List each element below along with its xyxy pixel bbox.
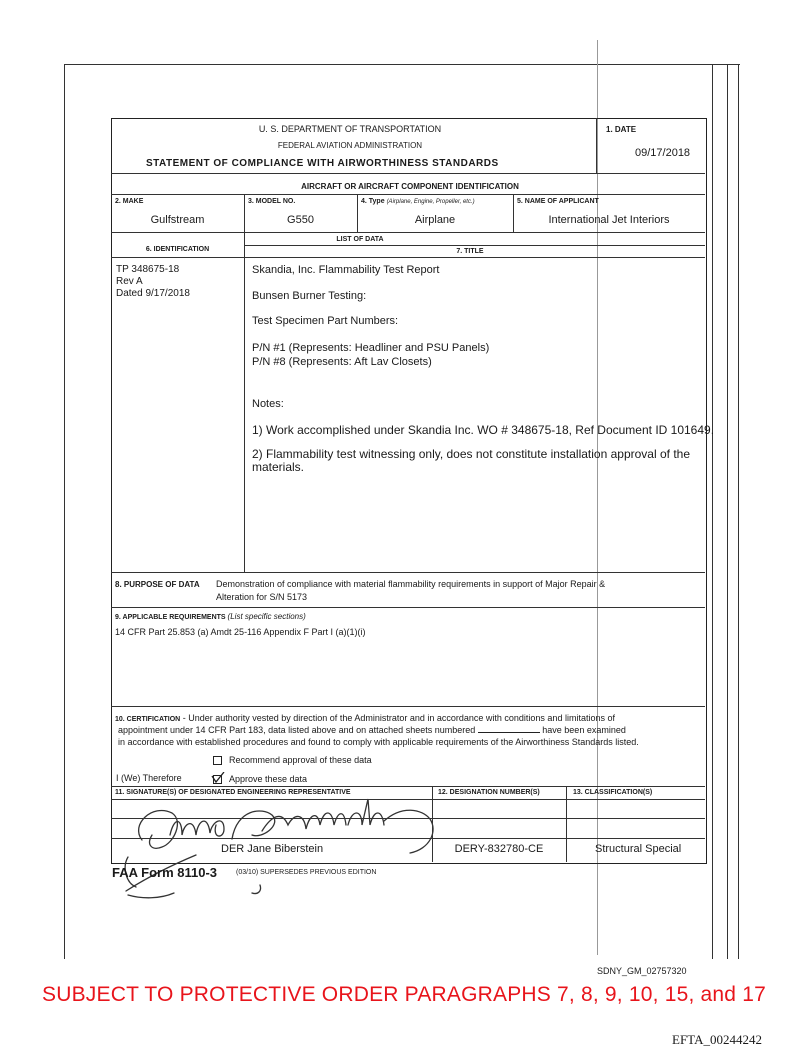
list-header-bottom-line — [111, 257, 705, 258]
agency-line-2: FEDERAL AVIATION ADMINISTRATION — [277, 141, 423, 150]
title-line-report: Skandia, Inc. Flammability Test Report — [252, 264, 440, 276]
date-value: 09/17/2018 — [635, 147, 691, 159]
classification-value: Structural Special — [595, 843, 682, 855]
page-top-edge — [64, 64, 740, 65]
identification-line-1: TP 348675-18 — [116, 264, 180, 275]
requirements-bottom-line — [111, 706, 705, 707]
model-divider — [357, 194, 358, 232]
list-column-divider — [244, 232, 245, 572]
header-bottom-line — [111, 173, 705, 174]
title-line-pn1: P/N #1 (Represents: Headliner and PSU Panels) — [252, 342, 490, 354]
page-left-edge — [64, 64, 65, 959]
form-outer-box — [111, 118, 707, 864]
list-bottom-line — [111, 572, 705, 573]
certification-line-1 — [115, 713, 615, 723]
identification-line-2: Rev A — [116, 276, 143, 287]
certification-line-2 — [118, 725, 626, 735]
purpose-line-2: Alteration for S/N 5173 — [216, 592, 308, 602]
certification-text-2a: appointment under 14 CFR Part 183, data listed above and on attached sheets numbered — [118, 725, 476, 735]
agency-line-1: U. S. DEPARTMENT OF TRANSPORTATION — [258, 124, 442, 134]
applicant-label: 5. NAME OF APPLICANT — [517, 198, 599, 205]
requirements-hint: (List specific sections) — [227, 612, 306, 621]
purpose-label: 8. PURPOSE OF DATA — [115, 580, 200, 589]
title-line-pn8: P/N #8 (Represents: Aft Lav Closets) — [252, 356, 432, 368]
sheets-blank[interactable] — [478, 732, 540, 733]
date-label: 1. DATE — [606, 125, 637, 134]
form-number: FAA Form 8110-3 — [112, 865, 218, 880]
requirements-label-wrap — [115, 612, 306, 621]
classification-label: 13. CLASSIFICATION(S) — [573, 789, 653, 796]
purpose-line-1: Demonstration of compliance with material flammability requirements in support of Major Repair & — [216, 579, 606, 589]
type-label-wrap — [361, 198, 475, 205]
identification-line-3: Dated 9/17/2018 — [116, 288, 190, 299]
protective-order-notice: SUBJECT TO PROTECTIVE ORDER PARAGRAPHS 7, 8, 9, 10, 15, and 17 — [42, 983, 766, 1006]
model-value: G550 — [287, 214, 314, 226]
type-hint: (Airplane, Engine, Propeller, etc.) — [386, 199, 475, 205]
recommend-label: Recommend approval of these data — [229, 755, 372, 765]
certification-line-3: in accordance with established procedures and found to comply with applicable requirements of the Airworthiness Standards listed. — [118, 737, 639, 747]
make-label: 2. MAKE — [115, 198, 144, 205]
certification-bottom-line — [111, 786, 705, 787]
identification-title: AIRCRAFT OR AIRCRAFT COMPONENT IDENTIFICATION — [301, 182, 519, 191]
title-line-note-1: 1) Work accomplished under Skandia Inc. WO # 348675-18, Ref Document ID 101649. — [252, 423, 715, 437]
certification-label: 10. CERTIFICATION — [115, 716, 181, 723]
efta-number: EFTA_00244242 — [672, 1032, 762, 1047]
title-line-note-2: 2) Flammability test witnessing only, does not constitute installation approval of the — [252, 447, 690, 461]
form-title: STATEMENT OF COMPLIANCE WITH AIRWORTHINESS STANDARDS — [146, 158, 499, 169]
type-divider — [513, 194, 514, 232]
model-label: 3. MODEL NO. — [248, 198, 296, 205]
identification-col-label: 6. IDENTIFICATION — [145, 246, 210, 253]
approve-checkbox[interactable] — [213, 775, 222, 784]
list-of-data-title: LIST OF DATA — [336, 236, 384, 243]
make-divider — [244, 194, 245, 232]
identification-bottom-line — [111, 232, 705, 233]
title-col-label: 7. TITLE — [456, 248, 484, 255]
title-line-bunsen: Bunsen Burner Testing: — [252, 290, 367, 302]
page-right-edge-1 — [712, 64, 713, 959]
list-of-data-line — [244, 245, 705, 246]
make-value: Gulfstream — [150, 214, 205, 226]
designation-label: 12. DESIGNATION NUMBER(S) — [438, 789, 540, 796]
certification-text-1: - Under authority vested by direction of the Administrator and in accordance with conditions and limitations of — [182, 713, 615, 723]
signature-label: 11. SIGNATURE(S) OF DESIGNATED ENGINEERING REPRESENTATIVE — [115, 789, 351, 796]
checkmark-icon — [211, 772, 225, 784]
recommend-checkbox[interactable] — [213, 756, 222, 765]
date-divider — [596, 118, 597, 173]
requirements-label: 9. APPLICABLE REQUIREMENTS — [115, 614, 226, 621]
identification-title-line — [111, 194, 705, 195]
approve-label: Approve these data — [229, 774, 308, 784]
therefore-label: I (We) Therefore — [116, 773, 182, 783]
designation-value: DERY-832780-CE — [454, 843, 544, 855]
applicant-value: International Jet Interiors — [548, 214, 670, 226]
page-right-edge-3 — [738, 64, 739, 959]
edition-note: (03/10) SUPERSEDES PREVIOUS EDITION — [236, 869, 377, 876]
title-line-specimen: Test Specimen Part Numbers: — [252, 315, 399, 327]
requirements-value: 14 CFR Part 25.853 (a) Amdt 25-116 Appendix F Part I (a)(1)(i) — [115, 627, 366, 637]
type-value: Airplane — [414, 214, 456, 226]
title-line-note-2b: materials. — [252, 460, 305, 474]
bates-number: SDNY_GM_02757320 — [597, 966, 687, 976]
designation-divider — [566, 786, 567, 862]
type-label: 4. Type — [361, 198, 385, 205]
page-right-edge-2 — [727, 64, 728, 959]
title-line-notes: Notes: — [252, 398, 284, 410]
purpose-bottom-line — [111, 607, 705, 608]
certification-text-2b: have been examined — [542, 725, 626, 735]
der-name: DER Jane Biberstein — [221, 843, 324, 855]
